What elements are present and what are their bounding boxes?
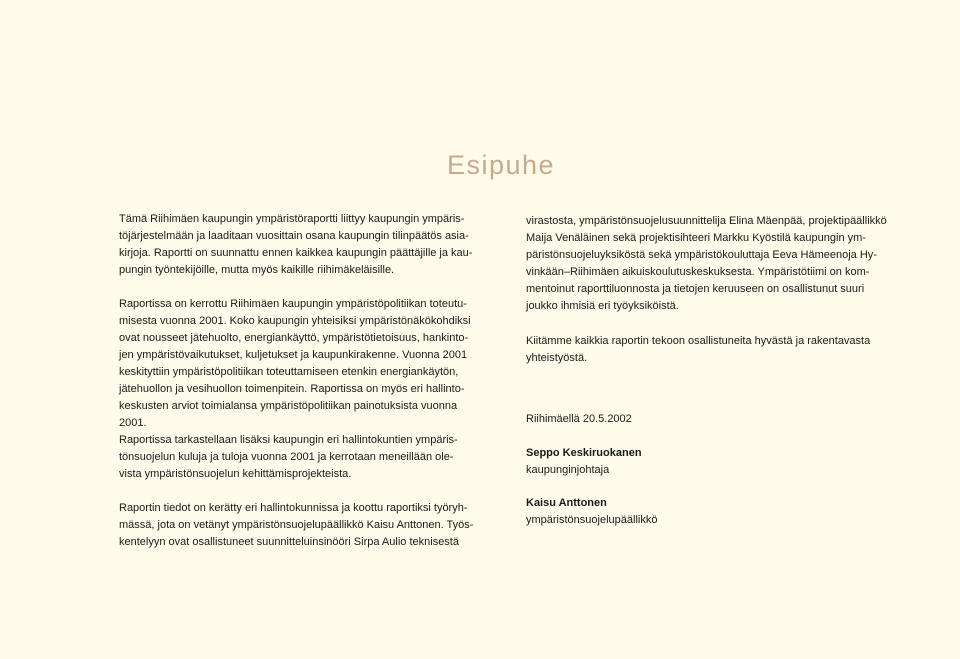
text-line: kirjoja. Raportti on suunnattu ennen kaikkea kaupungin päättäjille ja kau- bbox=[119, 247, 473, 259]
text-line: päristönsuojeluyksiköstä sekä ympäristökouluttaja Eeva Hämeenoja Hy- bbox=[526, 249, 877, 261]
paragraph-gap bbox=[526, 315, 894, 333]
paragraph-gap bbox=[119, 483, 485, 500]
text-line: kentelyyn ovat osallistuneet suunnitteluinsinööri Sirpa Aulio teknisestä bbox=[119, 536, 459, 548]
team-paragraph bbox=[119, 500, 485, 551]
text-line: ovat nousseet jätehuolto, energiankäyttö, ympäristötietoisuus, hankinto- bbox=[119, 332, 469, 344]
signatory-name: Kaisu Anttonen bbox=[526, 497, 607, 509]
signatory-title: kaupunginjohtaja bbox=[526, 464, 610, 476]
text-line: keskusten arviot toimialansa ympäristöpolitiikan painotuksista vuonna 2001. bbox=[119, 400, 458, 429]
text-line: Kiitämme kaikkia raportin tekoon osallistuneita hyvästä ja rakentavasta bbox=[526, 335, 871, 347]
text-line: jätehuollon ja vesihuollon toimenpitein. Raportissa on myös eri hallinto- bbox=[119, 383, 465, 395]
content-paragraph bbox=[119, 296, 485, 483]
thanks-paragraph bbox=[526, 333, 894, 367]
text-line: Raportissa on kerrottu Riihimäen kaupungin ympäristöpolitiikan toteutu- bbox=[119, 298, 467, 310]
text-line: virastosta, ympäristönsuojelusuunnittelija Elina Mäenpää, projektipäällikkö bbox=[526, 215, 887, 227]
text-line: vista ympäristönsuojelun kehittämisprojekteista. bbox=[119, 468, 352, 480]
text-line: töjärjestelmään ja laaditaan vuosittain osana kaupungin tilinpäätös asia- bbox=[119, 230, 469, 242]
paragraph-gap bbox=[526, 479, 894, 495]
paragraph-gap bbox=[119, 279, 485, 296]
text-line: tönsuojelun kuluja ja tuloja vuonna 2001 ja kerrotaan meneillään ole- bbox=[119, 451, 454, 463]
team-paragraph-continued bbox=[526, 213, 894, 315]
text-line: jen ympäristövaikutukset, kuljetukset ja kaupunkirakenne. Vuonna 2001 bbox=[119, 349, 468, 361]
page-title: Esipuhe bbox=[447, 150, 556, 180]
text-line: yhteistyöstä. bbox=[526, 352, 588, 364]
right-column bbox=[526, 213, 894, 529]
text-line: misesta vuonna 2001. Koko kaupungin yhteisiksi ympäristönäkökohdiksi bbox=[119, 315, 471, 327]
text-line: mentoinut raporttiluonnosta ja tietojen keruuseen on osallistunut suuri bbox=[526, 283, 865, 295]
left-column bbox=[119, 211, 485, 551]
paragraph-gap bbox=[526, 367, 894, 411]
text-line: Raportin tiedot on kerätty eri hallintokunnissa ja koottu raportiksi työryh- bbox=[119, 502, 468, 514]
intro-paragraph bbox=[119, 211, 485, 279]
signatory-title: ympäristönsuojelupäällikkö bbox=[526, 514, 658, 526]
text-line: joukko ihmisiä eri työyksiköistä. bbox=[526, 300, 679, 312]
text-line: Raportissa tarkastellaan lisäksi kaupungin eri hallintokuntien ympäris- bbox=[119, 434, 458, 446]
text-line: vinkään–Riihimäen aikuiskoulutuskeskuksesta. Ympäristötiimi on kom- bbox=[526, 266, 870, 278]
place-date: Riihimäellä 20.5.2002 bbox=[526, 413, 632, 425]
signatory-name: Seppo Keskiruokanen bbox=[526, 447, 642, 459]
text-line: pungin työntekijöille, mutta myös kaikille riihimäkeläisille. bbox=[119, 264, 395, 276]
text-line: mässä, jota on vetänyt ympäristönsuojelupäällikkö Kaisu Anttonen. Työs- bbox=[119, 519, 474, 531]
text-line: Tämä Riihimäen kaupungin ympäristöraportti liittyy kaupungin ympäris- bbox=[119, 213, 465, 225]
paragraph-gap bbox=[526, 428, 894, 445]
text-line: keskityttiin ympäristöpolitiikan toteuttamiseen etenkin energiankäytön, bbox=[119, 366, 459, 378]
text-line: Maija Venäläinen sekä projektisihteeri Markku Kyöstilä kaupungin ym- bbox=[526, 232, 866, 244]
